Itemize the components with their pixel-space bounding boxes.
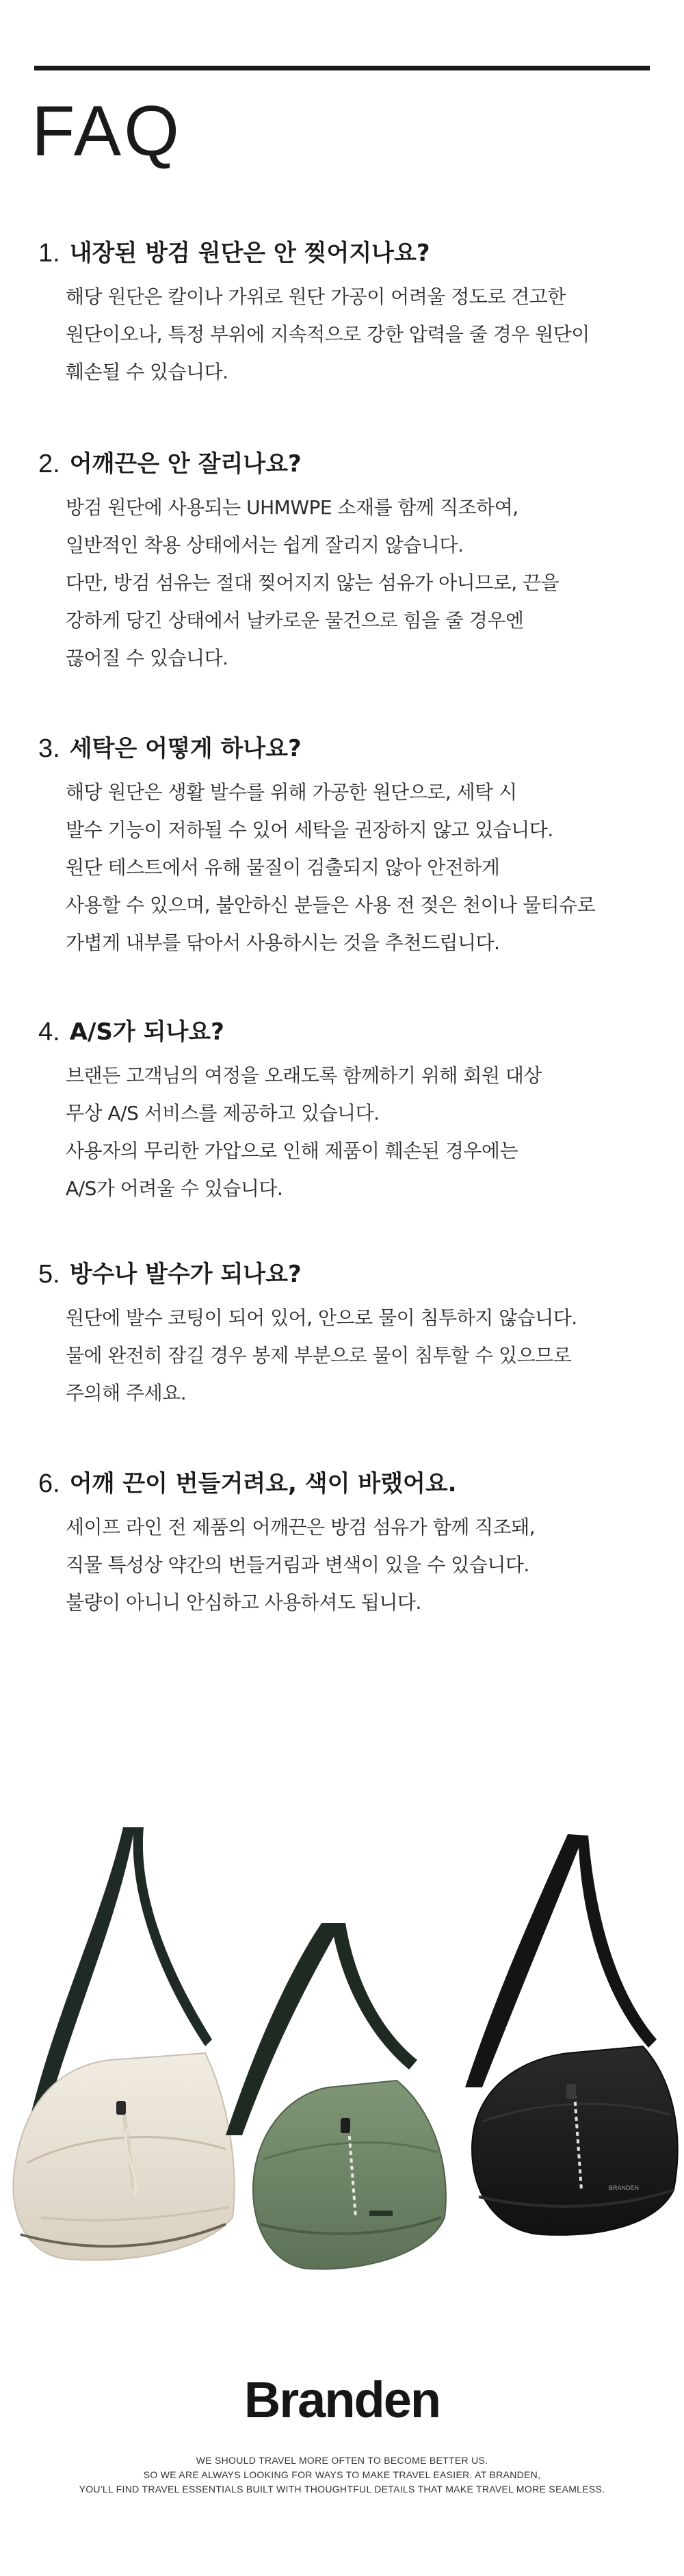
answer-line: 주의해 주세요. [66, 1382, 187, 1404]
faq-item-5 [38, 1259, 654, 1412]
answer-line: 발수 기능이 저하될 수 있어 세탁을 권장하지 않고 있습니다. [66, 819, 553, 841]
answer-line: 해당 원단은 생활 발수를 위해 가공한 원단으로, 세탁 시 [66, 781, 517, 803]
page-title: FAQ [31, 92, 183, 171]
brand-logo: Branden [244, 2371, 440, 2428]
faq-item-6 [38, 1469, 654, 1621]
faq-answer [66, 278, 654, 391]
faq-question [38, 449, 654, 479]
faq-question-text: A/S가 되나요? [69, 1018, 224, 1046]
answer-line: 일반적인 착용 상태에서는 쉽게 잘리지 않습니다. [66, 534, 464, 556]
faq-number: 3. [38, 734, 60, 763]
answer-line: 세이프 라인 전 제품의 어깨끈은 방검 섬유가 함께 직조돼, [66, 1516, 536, 1538]
faq-question [38, 1469, 654, 1499]
bag-ivory [13, 1827, 234, 2261]
answer-line: 해당 원단은 칼이나 가위로 원단 가공이 어려울 정도로 견고한 [66, 285, 566, 308]
brand-tagline [0, 2453, 684, 2497]
answer-line: 불량이 아니니 안심하고 사용하셔도 됩니다. [66, 1591, 421, 1614]
answer-line: 직물 특성상 약간의 번들거림과 변색이 있을 수 있습니다. [66, 1554, 529, 1576]
faq-question [38, 238, 654, 268]
faq-question [38, 1017, 654, 1047]
bag-body [253, 2081, 446, 2269]
faq-number: 6. [38, 1469, 60, 1498]
tagline-line: WE SHOULD TRAVEL MORE OFTEN TO BECOME BETTER US. [196, 2455, 488, 2466]
answer-line: 물에 완전히 잠길 경우 봉제 부분으로 물이 침투할 수 있으므로 [66, 1344, 572, 1367]
faq-question-text: 방수나 발수가 되나요? [69, 1261, 302, 1288]
answer-line: 끊어질 수 있습니다. [66, 647, 228, 669]
faq-question-text: 내장된 방검 원단은 안 찢어지나요? [69, 240, 430, 267]
answer-line: 무상 A/S 서비스를 제공하고 있습니다. [66, 1102, 380, 1124]
answer-line: 다만, 방검 섬유는 절대 찢어지지 않는 섬유가 아니므로, 끈을 [66, 571, 560, 594]
bag-black [465, 1834, 678, 2235]
faq-number: 4. [38, 1018, 60, 1046]
tagline-line: YOU'LL FIND TRAVEL ESSENTIALS BUILT WITH THOUGHTFUL DETAILS THAT MAKE TRAVEL MORE SEAMLESS. [79, 2484, 605, 2495]
answer-line: 브랜든 고객님의 여정을 오래도록 함께하기 위해 회원 대상 [66, 1064, 542, 1087]
faq-question [38, 1259, 654, 1289]
product-photo [0, 1807, 684, 2395]
faq-answer [66, 773, 654, 962]
faq-item-2 [38, 449, 654, 677]
answer-line: 원단 테스트에서 유해 물질이 검출되지 않아 안전하게 [66, 856, 500, 879]
faq-item-1 [38, 238, 654, 391]
faq-answer [66, 1299, 654, 1412]
faq-item-4 [38, 1017, 654, 1207]
faq-number: 5. [38, 1260, 60, 1289]
answer-line: 가볍게 내부를 닦아서 사용하시는 것을 추천드립니다. [66, 931, 500, 954]
answer-line: A/S가 어려울 수 있습니다. [66, 1177, 283, 1200]
answer-line: 방검 원단에 사용되는 UHMWPE 소재를 함께 직조하여, [66, 496, 518, 519]
faq-number: 2. [38, 450, 60, 478]
bag-khaki [226, 1923, 446, 2269]
faq-question [38, 734, 654, 764]
bag-tag: BRANDEN [609, 2185, 640, 2191]
answer-line: 원단이오나, 특정 부위에 지속적으로 강한 압력을 줄 경우 원단이 [66, 323, 590, 346]
answer-line: 강하게 당긴 상태에서 날카로운 물건으로 힘을 줄 경우엔 [66, 609, 524, 632]
faq-question-text: 세탁은 어떻게 하나요? [69, 735, 302, 762]
faq-number: 1. [38, 239, 60, 268]
faq-answer [66, 1057, 654, 1207]
faq-question-text: 어깨 끈이 번들거려요, 색이 바랬어요. [69, 1470, 457, 1497]
faq-answer [66, 1508, 654, 1621]
answer-line: 원단에 발수 코팅이 되어 있어, 안으로 물이 침투하지 않습니다. [66, 1306, 577, 1329]
top-divider [34, 66, 650, 70]
answer-line: 사용할 수 있으며, 불안하신 분들은 사용 전 젖은 천이나 물티슈로 [66, 894, 596, 916]
faq-item-3 [38, 734, 654, 962]
faq-question-text: 어깨끈은 안 잘리나요? [69, 450, 302, 478]
faq-answer [66, 489, 654, 677]
answer-line: 훼손될 수 있습니다. [66, 361, 228, 383]
answer-line: 사용자의 무리한 가압으로 인해 제품이 훼손된 경우에는 [66, 1139, 518, 1162]
tagline-line: SO WE ARE ALWAYS LOOKING FOR WAYS TO MAKE TRAVEL EASIER. AT BRANDEN, [143, 2469, 541, 2480]
